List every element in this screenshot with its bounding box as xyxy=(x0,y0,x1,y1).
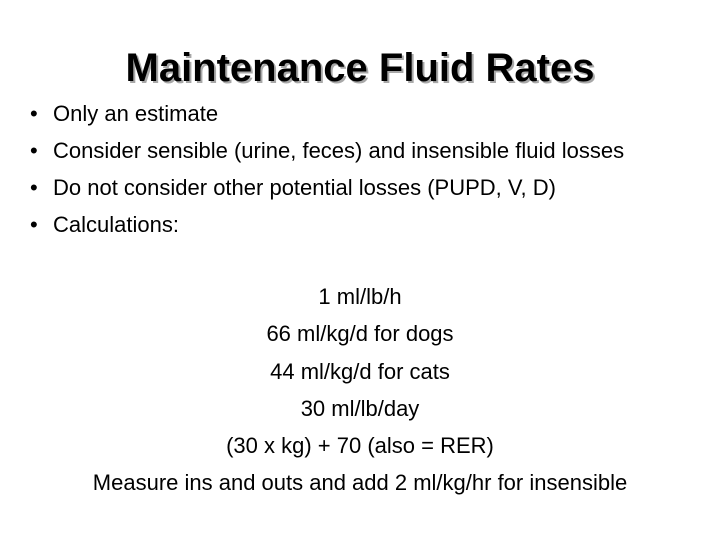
calculation-line: 44 ml/kg/d for cats xyxy=(270,358,450,384)
bullet-text: Do not consider other potential losses (PUPD, V, D) xyxy=(53,175,556,200)
slide-title: Maintenance Fluid Rates xyxy=(125,46,595,90)
bullet-item xyxy=(30,100,670,128)
calculation-list xyxy=(0,283,720,507)
bullet-text: Calculations: xyxy=(53,212,179,237)
calculation-line: 1 ml/lb/h xyxy=(318,284,402,309)
calculation-line: 66 ml/kg/d for dogs xyxy=(266,321,454,347)
bullet-text: Consider sensible (urine, feces) and insensible fluid losses xyxy=(53,138,625,163)
bullet-item xyxy=(30,137,670,165)
bullet-dot-icon: • xyxy=(30,212,38,237)
bullet-item xyxy=(30,211,670,239)
bullet-item xyxy=(30,174,670,202)
bullet-dot-icon: • xyxy=(30,138,38,163)
calculation-line: Measure ins and outs and add 2 ml/kg/hr for insensible xyxy=(92,470,628,496)
bullet-dot-icon: • xyxy=(30,101,38,126)
bullet-dot-icon: • xyxy=(30,175,38,200)
bullet-text: Only an estimate xyxy=(53,101,219,126)
calculation-line: 30 ml/lb/day xyxy=(300,395,420,421)
bullet-list xyxy=(30,100,670,248)
calculation-line: (30 x kg) + 70 (also = RER) xyxy=(226,433,494,459)
